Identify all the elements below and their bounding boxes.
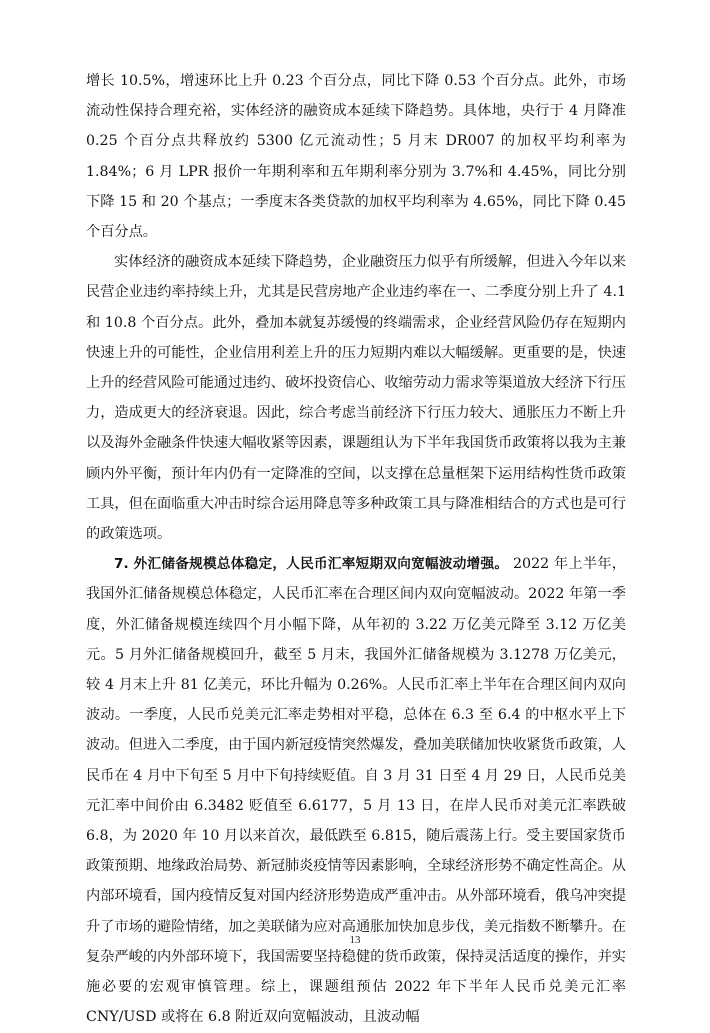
paragraph-fx-reserves: [86, 549, 626, 1032]
paragraph-monetary-liquidity: 增长 10.5%，增速环比上升 0.23 个百分点，同比下降 0.53 个百分点。此外，市场流动性保持合理充裕，实体经济的融资成本延续下降趋势。具体地，央行于 4 月降准 0.25 个百分点共释放约 5300 亿元流动性；5 月末 DR007 的加权平均利率为 1.84%；6 月 LPR 报价一年期利率和五年期利率分别为 3.7%和 4.45%，同比分别下降 15 和 20 个基点；一季度末各类贷款的加权平均利率为 4.65%，同比下降 0.45 个百分点。: [86, 73, 626, 241]
paragraph-financing-cost: 实体经济的融资成本延续下降趋势，企业融资压力似乎有所缓解，但进入今年以来民营企业违约率持续上升，尤其是民营房地产企业违约率在一、二季度分别上升了 4.1 和 10.8 个百分点。此外，叠加本就复苏缓慢的终端需求，企业经营风险仍存在短期内快速上升的可能性，企业信用利差上升的压力短期内难以大幅缓解。更重要的是，快速上升的经营风险可能通过违约、破坏投资信心、收缩劳动力需求等渠道放大经济下行压力，造成更大的经济衰退。因此，综合考虑当前经济下行压力较大、通胀压力不断上升以及海外金融条件快速大幅收紧等因素，课题组认为下半年我国货币政策将以我为主兼顾内外平衡，预计年内仍有一定降准的空间，以支撑在总量框架下运用结构性货币政策工具，但在面临重大冲击时综合运用降息等多种政策工具与降准相结合的方式也是可行的政策选项。: [86, 254, 626, 543]
page-number: 13: [349, 934, 361, 946]
section-heading: 7. 外汇储备规模总体稳定，人民币汇率短期双向宽幅波动增强。: [114, 556, 509, 573]
paragraph-fx-reserves-body: 2022 年上半年，我国外汇储备规模总体稳定，人民币汇率在合理区间内双向宽幅波动。2022 年第一季度，外汇储备规模连续四个月小幅下降，从年初的 3.22 万亿美元降至 3.12 万亿美元。5 月外汇储备规模回升，截至 5 月末，我国外汇储备规模为 3.1278 万亿美元，较 4 月末上升 81 亿美元，环比升幅为 0.26%。人民币汇率上半年在合理区间内双向波动。一季度，人民币兑美元汇率走势相对平稳，总体在 6.3 至 6.4 的中枢水平上下波动。但进入二季度，由于国内新冠疫情突然爆发，叠加美联储加快收紧货币政策，人民币在 4 月中下旬至 5 月中下旬持续贬值。自 3 月 31 日至 4 月 29 日，人民币兑美元汇率中间价由 6.3482 贬值至 6.6177，5 月 13 日，在岸人民币对美元汇率跌破 6.8，为 2020 年 10 月以来首次，最低跌至 6.815，随后震荡上行。受主要国家货币政策预期、地缘政治局势、新冠肺炎疫情等因素影响，全球经济形势不确定性高企。从内部环境看，国内疫情反复对国内经济形势造成严重冲击。从外部环境看，俄乌冲突提升了市场的避险情绪，加之美联储为应对高通胀加快加息步伐，美元指数不断攀升。在复杂严峻的内外部环境下，我国需要坚持稳健的货币政策，保持灵活适度的操作，并实施必要的宏观审慎管理。综上，课题组预估 2022 年下半年人民币兑美元汇率 CNY/USD 或将在 6.8 附近双向宽幅波动，且波动幅: [86, 556, 626, 1026]
